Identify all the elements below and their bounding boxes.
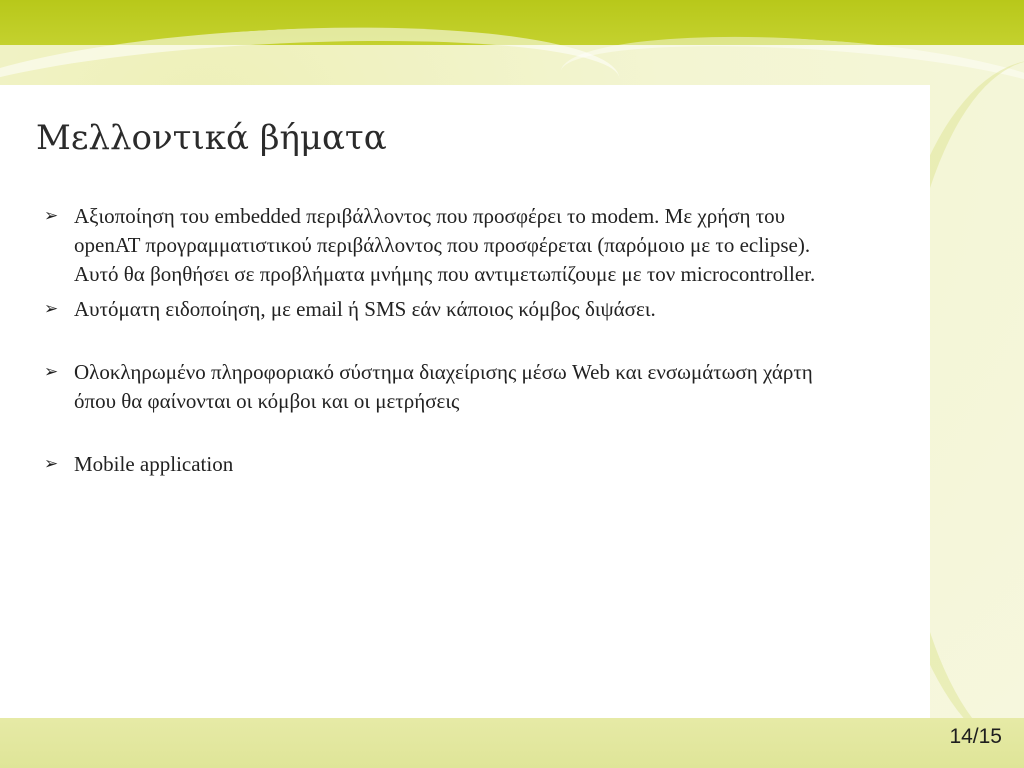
bullet-item xyxy=(44,295,844,324)
bullet-item xyxy=(44,450,844,479)
slide-title: Μελλοντικά βήματα xyxy=(36,118,387,158)
bottom-band xyxy=(0,718,1024,768)
arrow-bullet-icon: ➢ xyxy=(44,299,59,319)
bullet-item xyxy=(44,358,844,416)
bullet-text: Mobile application xyxy=(74,452,234,476)
bullet-text: Ολοκληρωμένο πληροφοριακό σύστημα διαχείρισης μέσω Web και ενσωμάτωση χάρτη όπου θα φαίνονται οι κόμβοι και οι μετρήσεις xyxy=(74,360,813,413)
arrow-bullet-icon: ➢ xyxy=(44,362,59,382)
page-number: 14/15 xyxy=(949,725,1002,748)
arrow-bullet-icon: ➢ xyxy=(44,454,59,474)
bullet-text: Αξιοποίηση του embedded περιβάλλοντος που προσφέρει το modem. Με χρήση του openAT προγραμματιστικού περιβάλλοντος που προσφέρεται (παρόμοιο με το eclipse). Αυτό θα βοηθήσει σε προβλήματα μνήμης που αντιμετωπίζουμε με τον microcontroller. xyxy=(74,204,816,286)
bullet-list xyxy=(44,202,844,485)
arrow-bullet-icon: ➢ xyxy=(44,206,59,226)
bullet-item xyxy=(44,202,844,289)
bullet-text: Αυτόματη ειδοποίηση, με email ή SMS εάν κάποιος κόμβος διψάσει. xyxy=(74,297,656,321)
